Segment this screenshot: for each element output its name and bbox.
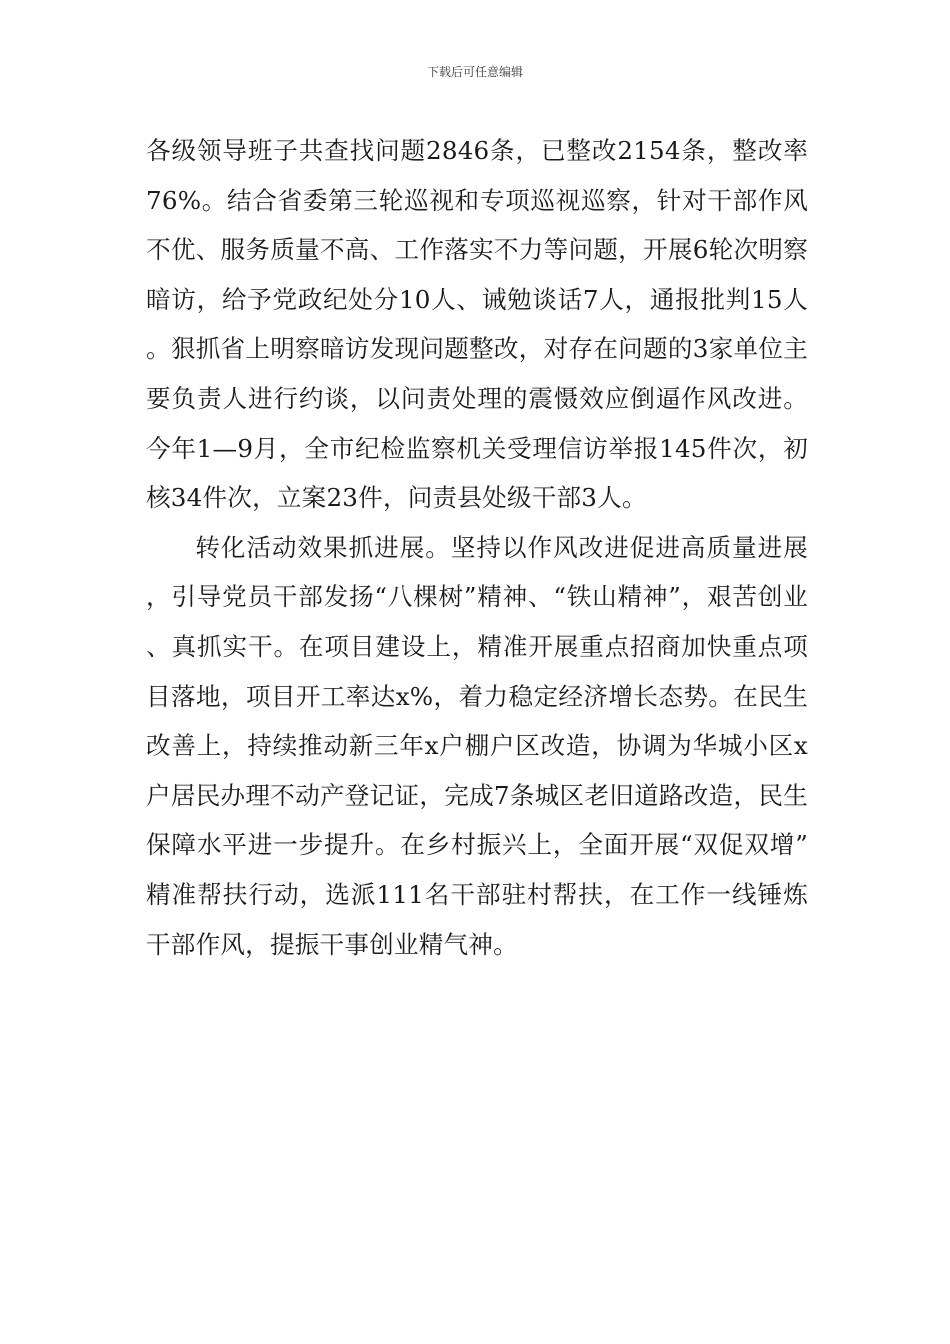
paragraph-1: 各级领导班子共查找问题2846条，已整改2154条，整改率76%。结合省委第三轮巡视和专项巡视巡察，针对干部作风不优、服务质量不高、工作落实不力等问题，开展6轮次明察暗访，给予党政纪处分10人、诫勉谈话7人，通报批判15人。狠抓省上明察暗访发现问题整改，对存在问题的3家单位主要负责人进行约谈，以问责处理的震慑效应倒逼作风改进。今年1—9月，全市纪检监察机关受理信访举报145件次，初核34件次，立案23件，问责县处级干部3人。 bbox=[146, 136, 808, 513]
page-header: 下载后可任意编辑 bbox=[426, 65, 523, 79]
paragraph-2: 转化活动效果抓进展。坚持以作风改进促进高质量进展，引导党员干部发扬“八棵树”精神、“铁山精神”，艰苦创业、真抓实干。在项目建设上，精准开展重点招商加快重点项目落地，项目开工率达x%，着力稳定经济增长态势。在民生改善上，持续推动新三年x户棚户区改造，协调为华城小区x户居民办理不动产登记证，完成7条城区老旧道路改造，民生保障水平进一步提升。在乡村振兴上，全面开展“双促双增”精准帮扶行动，选派111名干部驻村帮扶，在工作一线锤炼干部作风，提振干事创业精气神。 bbox=[146, 532, 808, 959]
document-body bbox=[146, 126, 808, 969]
